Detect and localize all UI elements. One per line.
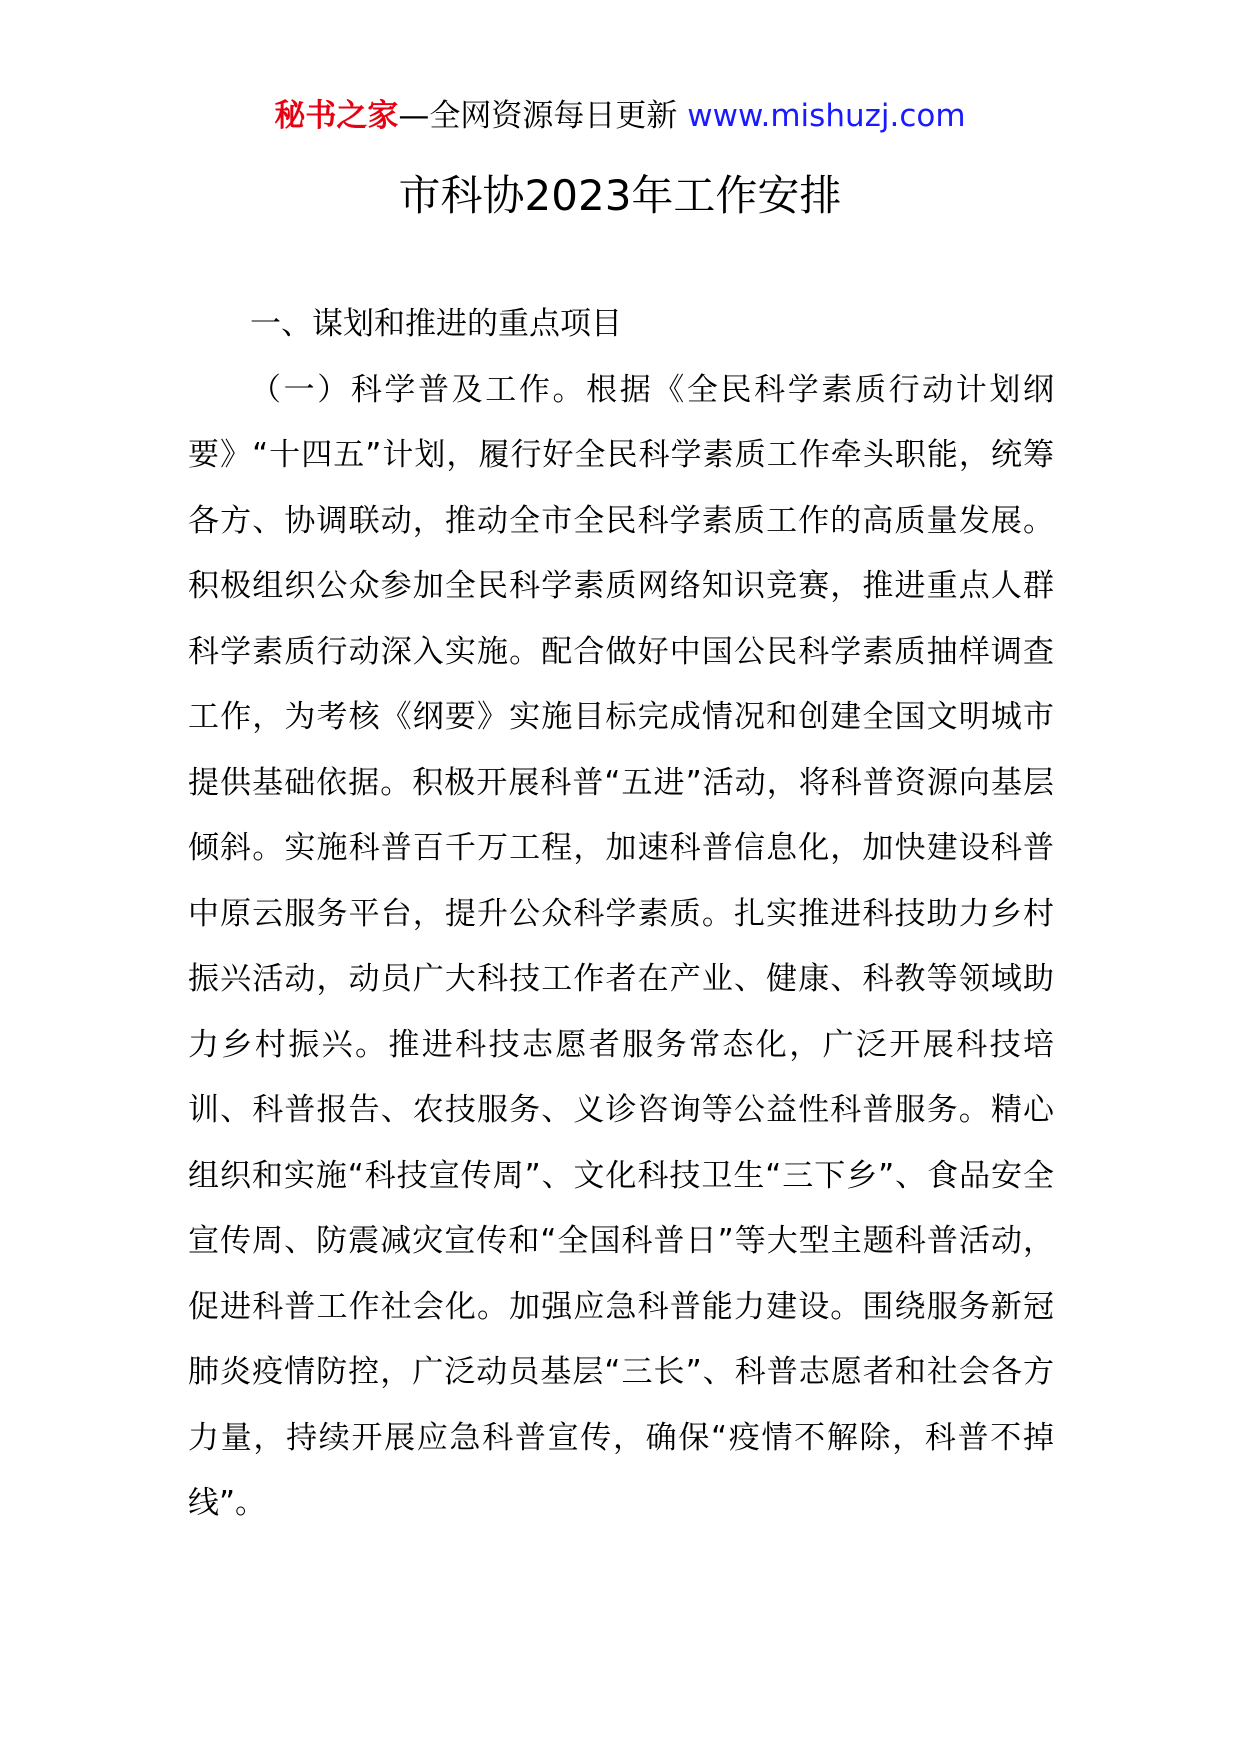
brand-tagline: —全网资源每日更新 [398, 98, 678, 134]
document-title: 市科协2023年工作安排 [398, 171, 842, 220]
brand-name: 秘书之家 [274, 98, 399, 134]
paragraph-science-popularization: （一）科学普及工作。根据《全民科学素质行动计划纲要》“十四五”计划，履行好全民科学素质工作牵头职能，统筹各方、协调联动，推动全市全民科学素质工作的高质量发展。积极组织公众参加全民科学素质网络知识竞赛，推进重点人群科学素质行动深入实施。配合做好中国公民科学素质抽样调查工作，为考核《纲要》实施目标完成情况和创建全国文明城市提供基础依据。积极开展科普“五进”活动，将科普资源向基层倾斜。实施科普百千万工程，加速科普信息化，加快建设科普中原云服务平台，提升公众科学素质。扎实推进科技助力乡村振兴活动，动员广大科技工作者在产业、健康、科教等领域助力乡村振兴。推进科技志愿者服务常态化，广泛开展科技培训、科普报告、农技服务、义诊咨询等公益性科普服务。精心组织和实施“科技宣传周”、文化科技卫生“三下乡”、食品安全宣传周、防震减灾宣传和“全国科普日”等大型主题科普活动，促进科普工作社会化。加强应急科普能力建设。围绕服务新冠肺炎疫情防控，广泛动员基层“三长”、科普志愿者和社会各方力量，持续开展应急科普宣传，确保“疫情不解除，科普不掉线”。 [188, 371, 1054, 1521]
site-url-link[interactable]: www.mishuzj.com [687, 98, 966, 134]
section-heading: 一、谋划和推进的重点项目 [250, 306, 622, 342]
site-banner [0, 96, 1240, 136]
document-body [188, 292, 1054, 1537]
